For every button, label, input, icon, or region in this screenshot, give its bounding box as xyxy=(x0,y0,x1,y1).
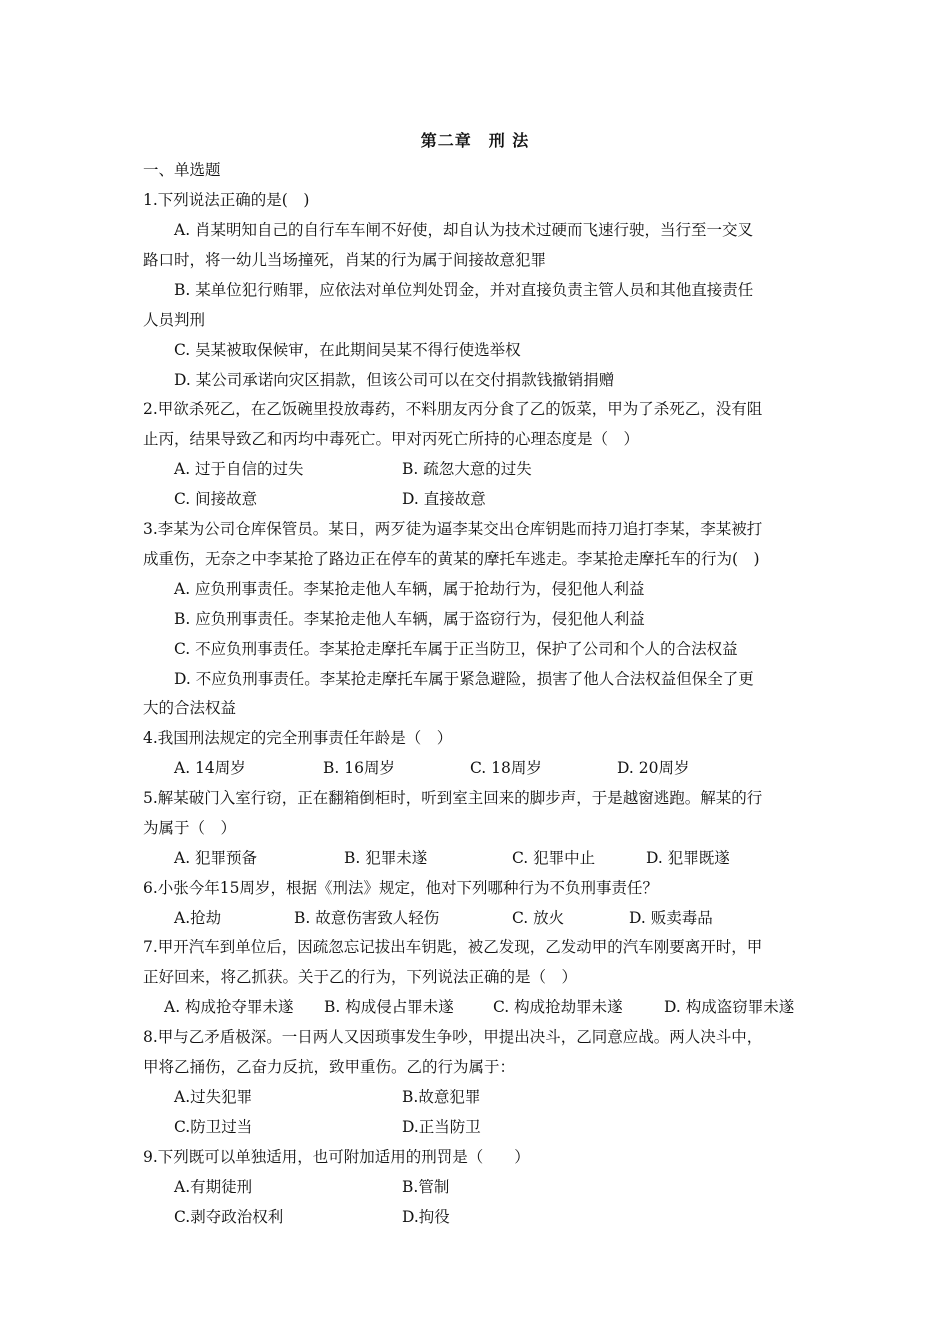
q9-option-b: B.管制 xyxy=(402,1178,450,1196)
q6-option-a: A.抢劫 xyxy=(174,909,222,927)
q4-stem: 4.我国刑法规定的完全刑事责任年龄是（ ） xyxy=(143,729,453,747)
q7-option-a: A. 构成抢夺罪未遂 xyxy=(164,998,294,1016)
q7-option-b: B. 构成侵占罪未遂 xyxy=(324,998,454,1016)
q6-option-c: C. 放火 xyxy=(512,909,565,927)
q2-stem: 2.甲欲杀死乙，在乙饭碗里投放毒药，不料朋友丙分食了乙的饭菜，甲为了杀死乙，没有阻 xyxy=(143,400,763,418)
q5-stem-cont: 为属于（ ） xyxy=(143,819,237,837)
q7-option-d: D. 构成盗窃罪未遂 xyxy=(664,998,795,1016)
q7-stem: 7.甲开汽车到单位后，因疏忽忘记拔出车钥匙，被乙发现，乙发动甲的汽车刚要离开时，甲 xyxy=(143,938,763,956)
q9-option-d: D.拘役 xyxy=(402,1208,450,1226)
q2-option-a: A. 过于自信的过失 xyxy=(174,460,304,478)
q7-option-c: C. 构成抢劫罪未遂 xyxy=(493,998,623,1016)
q6-option-d: D. 贩卖毒品 xyxy=(629,909,713,927)
q2-option-c: C. 间接故意 xyxy=(174,490,258,508)
q9-option-c: C.剥夺政治权利 xyxy=(174,1208,284,1226)
q6-stem: 6.小张今年15周岁，根据《刑法》规定，他对下列哪种行为不负刑事责任？ xyxy=(143,879,659,897)
section-heading: 一、单选题 xyxy=(143,161,221,179)
q1-option-a-cont: 路口时，将一幼儿当场撞死，肖某的行为属于间接故意犯罪 xyxy=(143,251,547,269)
q9-option-a: A.有期徒刑 xyxy=(174,1178,253,1196)
q5-stem: 5.解某破门入室行窃，正在翻箱倒柜时，听到室主回来的脚步声，于是越窗逃跑。解某的行 xyxy=(143,789,763,807)
q5-option-a: A. 犯罪预备 xyxy=(174,849,258,867)
q8-stem-cont: 甲将乙捅伤，乙奋力反抗，致甲重伤。乙的行为属于： xyxy=(143,1058,516,1076)
q1-option-a: A. 肖某明知自己的自行车车闸不好使，却自认为技术过硬而飞速行驶，当行至一交叉 xyxy=(174,221,754,239)
q1-option-b-cont: 人员判刑 xyxy=(143,311,206,329)
q3-option-d-cont: 大的合法权益 xyxy=(143,699,237,717)
q3-stem: 3.李某为公司仓库保管员。某日，两歹徒为逼李某交出仓库钥匙而持刀追打李某，李某被打 xyxy=(143,520,763,538)
q4-option-b: B. 16周岁 xyxy=(323,759,395,777)
q6-option-b: B. 故意伤害致人轻伤 xyxy=(294,909,440,927)
q1-stem: 1.下列说法正确的是( ) xyxy=(143,191,310,209)
q2-option-d: D. 直接故意 xyxy=(402,490,486,508)
q5-option-b: B. 犯罪未遂 xyxy=(344,849,428,867)
q3-option-c: C. 不应负刑事责任。李某抢走摩托车属于正当防卫，保护了公司和个人的合法权益 xyxy=(174,640,738,658)
q4-option-d: D. 20周岁 xyxy=(617,759,690,777)
chapter-title: 第二章 刑 法 xyxy=(420,131,530,150)
q1-option-b: B. 某单位犯行贿罪，应依法对单位判处罚金，并对直接负责主管人员和其他直接责任 xyxy=(174,281,754,299)
q8-option-d: D.正当防卫 xyxy=(402,1118,481,1136)
q3-stem-cont: 成重伤，无奈之中李某抢了路边正在停车的黄某的摩托车逃走。李某抢走摩托车的行为( ) xyxy=(143,550,760,568)
q3-option-b: B. 应负刑事责任。李某抢走他人车辆，属于盗窃行为，侵犯他人利益 xyxy=(174,610,645,628)
q8-option-c: C.防卫过当 xyxy=(174,1118,253,1136)
q3-option-a: A. 应负刑事责任。李某抢走他人车辆，属于抢劫行为，侵犯他人利益 xyxy=(174,580,645,598)
q8-option-a: A.过失犯罪 xyxy=(174,1088,253,1106)
q1-option-c: C. 吴某被取保候审，在此期间吴某不得行使选举权 xyxy=(174,341,521,359)
q5-option-c: C. 犯罪中止 xyxy=(512,849,596,867)
q2-stem-cont: 止丙，结果导致乙和丙均中毒死亡。甲对丙死亡所持的心理态度是（ ） xyxy=(143,430,640,448)
q8-stem: 8.甲与乙矛盾极深。一日两人又因琐事发生争吵，甲提出决斗，乙同意应战。两人决斗中， xyxy=(143,1028,763,1046)
q9-stem: 9.下列既可以单独适用，也可附加适用的刑罚是（ ） xyxy=(143,1148,530,1166)
q2-option-b: B. 疏忽大意的过失 xyxy=(402,460,532,478)
q3-option-d: D. 不应负刑事责任。李某抢走摩托车属于紧急避险，损害了他人合法权益但保全了更 xyxy=(174,670,754,688)
q4-option-c: C. 18周岁 xyxy=(470,759,542,777)
q5-option-d: D. 犯罪既遂 xyxy=(646,849,730,867)
q7-stem-cont: 正好回来，将乙抓获。关于乙的行为，下列说法正确的是（ ） xyxy=(143,968,578,986)
q8-option-b: B.故意犯罪 xyxy=(402,1088,481,1106)
q1-option-d: D. 某公司承诺向灾区捐款，但该公司可以在交付捐款钱撤销捐赠 xyxy=(174,371,615,389)
q4-option-a: A. 14周岁 xyxy=(174,759,246,777)
